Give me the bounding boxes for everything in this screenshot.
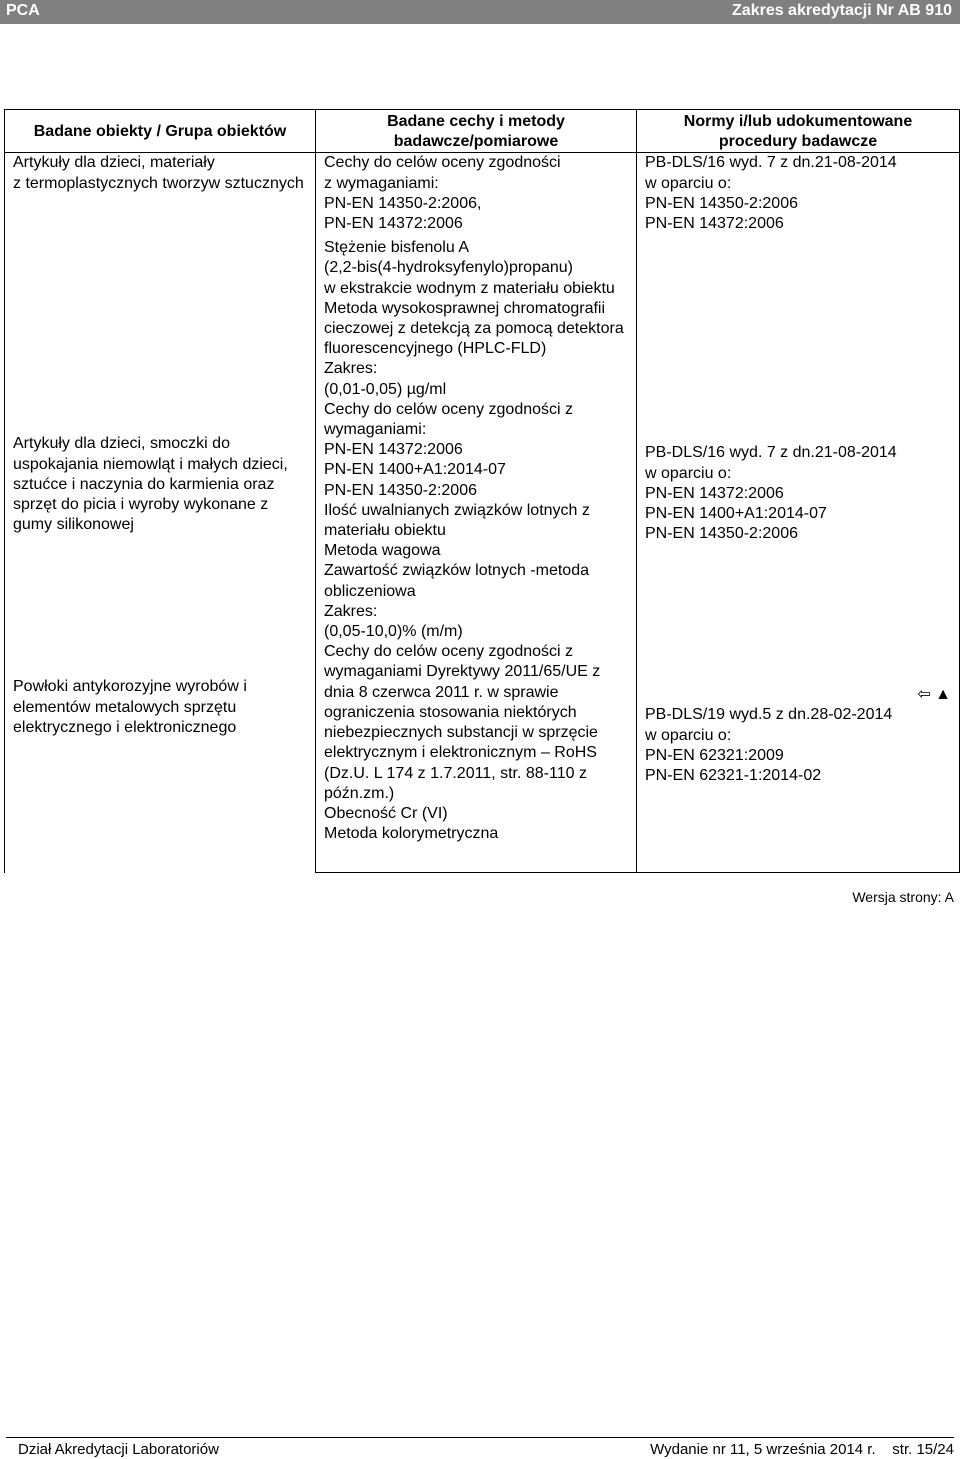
object-group-3: Powłoki antykorozyjne wyrobów i elementów metalowych sprzętu elektrycznego i elektronicznego	[13, 678, 247, 736]
header-objects: Badane obiekty / Grupa obiektów	[5, 110, 316, 153]
header-features: Badane cechy i metody badawcze/pomiarowe	[316, 110, 637, 153]
accreditation-table	[4, 109, 960, 873]
features-1-method: Stężenie bisfenolu A (2,2-bis(4-hydroksyfenylo)propanu) w ekstrakcie wodnym z materiału obiektu Metoda wysokosprawnej chromatografii cieczowej z detekcją za pomocą detektora fluorescencyjnego (HPLC-FLD) Zakres: (0,01-0,05) µg/ml	[324, 239, 624, 398]
features-2: Cechy do celów oceny zgodności z wymaganiami: PN-EN 14372:2006 PN-EN 1400+A1:2014-07 PN-EN 14350-2:2006 Ilość uwalnianych związków lotnych z materiału obiektu Metoda wagowa Zawartość związków lotnych -metoda obliczeniowa Zakres: (0,05-10,0)% (m/m)	[324, 400, 590, 641]
features-1-requirements: Cechy do celów oceny zgodności z wymaganiami: PN-EN 14350-2:2006, PN-EN 14372:2006	[324, 154, 561, 233]
footer-department: Dział Akredytacji Laboratoriów	[18, 1441, 219, 1458]
norms-2: PB-DLS/16 wyd. 7 z dn.21-08-2014 w oparciu o: PN-EN 14372:2006 PN-EN 1400+A1:2014-07 PN-EN 14350-2:2006	[645, 444, 897, 543]
change-marker-icon: ⇦ ▲	[917, 686, 951, 704]
header-org: PCA	[6, 2, 40, 19]
page-header	[0, 0, 960, 24]
table-header-row	[5, 110, 960, 153]
object-group-1: Artykuły dla dzieci, materiały z termoplastycznych tworzyw sztucznych	[13, 154, 304, 192]
header-title: Zakres akredytacji Nr AB 910	[732, 2, 952, 19]
norms-1: PB-DLS/16 wyd. 7 z dn.21-08-2014 w oparciu o: PN-EN 14350-2:2006 PN-EN 14372:2006	[645, 154, 897, 233]
header-norms: Normy i/lub udokumentowane procedury badawcze	[637, 110, 960, 153]
norms-3: PB-DLS/19 wyd.5 z dn.28-02-2014 w oparciu o: PN-EN 62321:2009 PN-EN 62321-1:2014-02	[645, 706, 893, 785]
object-group-2: Artykuły dla dzieci, smoczki do uspokajania niemowląt i małych dzieci, sztućce i naczynia do karmienia oraz sprzęt do picia i wyroby wykonane z gumy silikonowej	[13, 435, 288, 534]
footer-edition: Wydanie nr 11, 5 września 2014 r. str. 15/24	[650, 1441, 954, 1458]
page-version: Wersja strony: A	[852, 889, 954, 905]
features-3: Cechy do celów oceny zgodności z wymaganiami Dyrektywy 2011/65/UE z dnia 8 czerwca 2011 r. w sprawie ograniczenia stosowania niektórych niebezpiecznych substancji w sprzęcie elektrycznym i elektronicznym – RoHS (Dz.U. L 174 z 1.7.2011, str. 88-110 z późn.zm.) Obecność Cr (VI) Metoda kolorymetryczna	[324, 643, 601, 843]
table-row	[5, 153, 960, 872]
norms-cell	[637, 153, 960, 872]
footer-divider	[6, 1437, 954, 1438]
objects-cell	[5, 153, 316, 873]
features-cell	[316, 153, 637, 872]
